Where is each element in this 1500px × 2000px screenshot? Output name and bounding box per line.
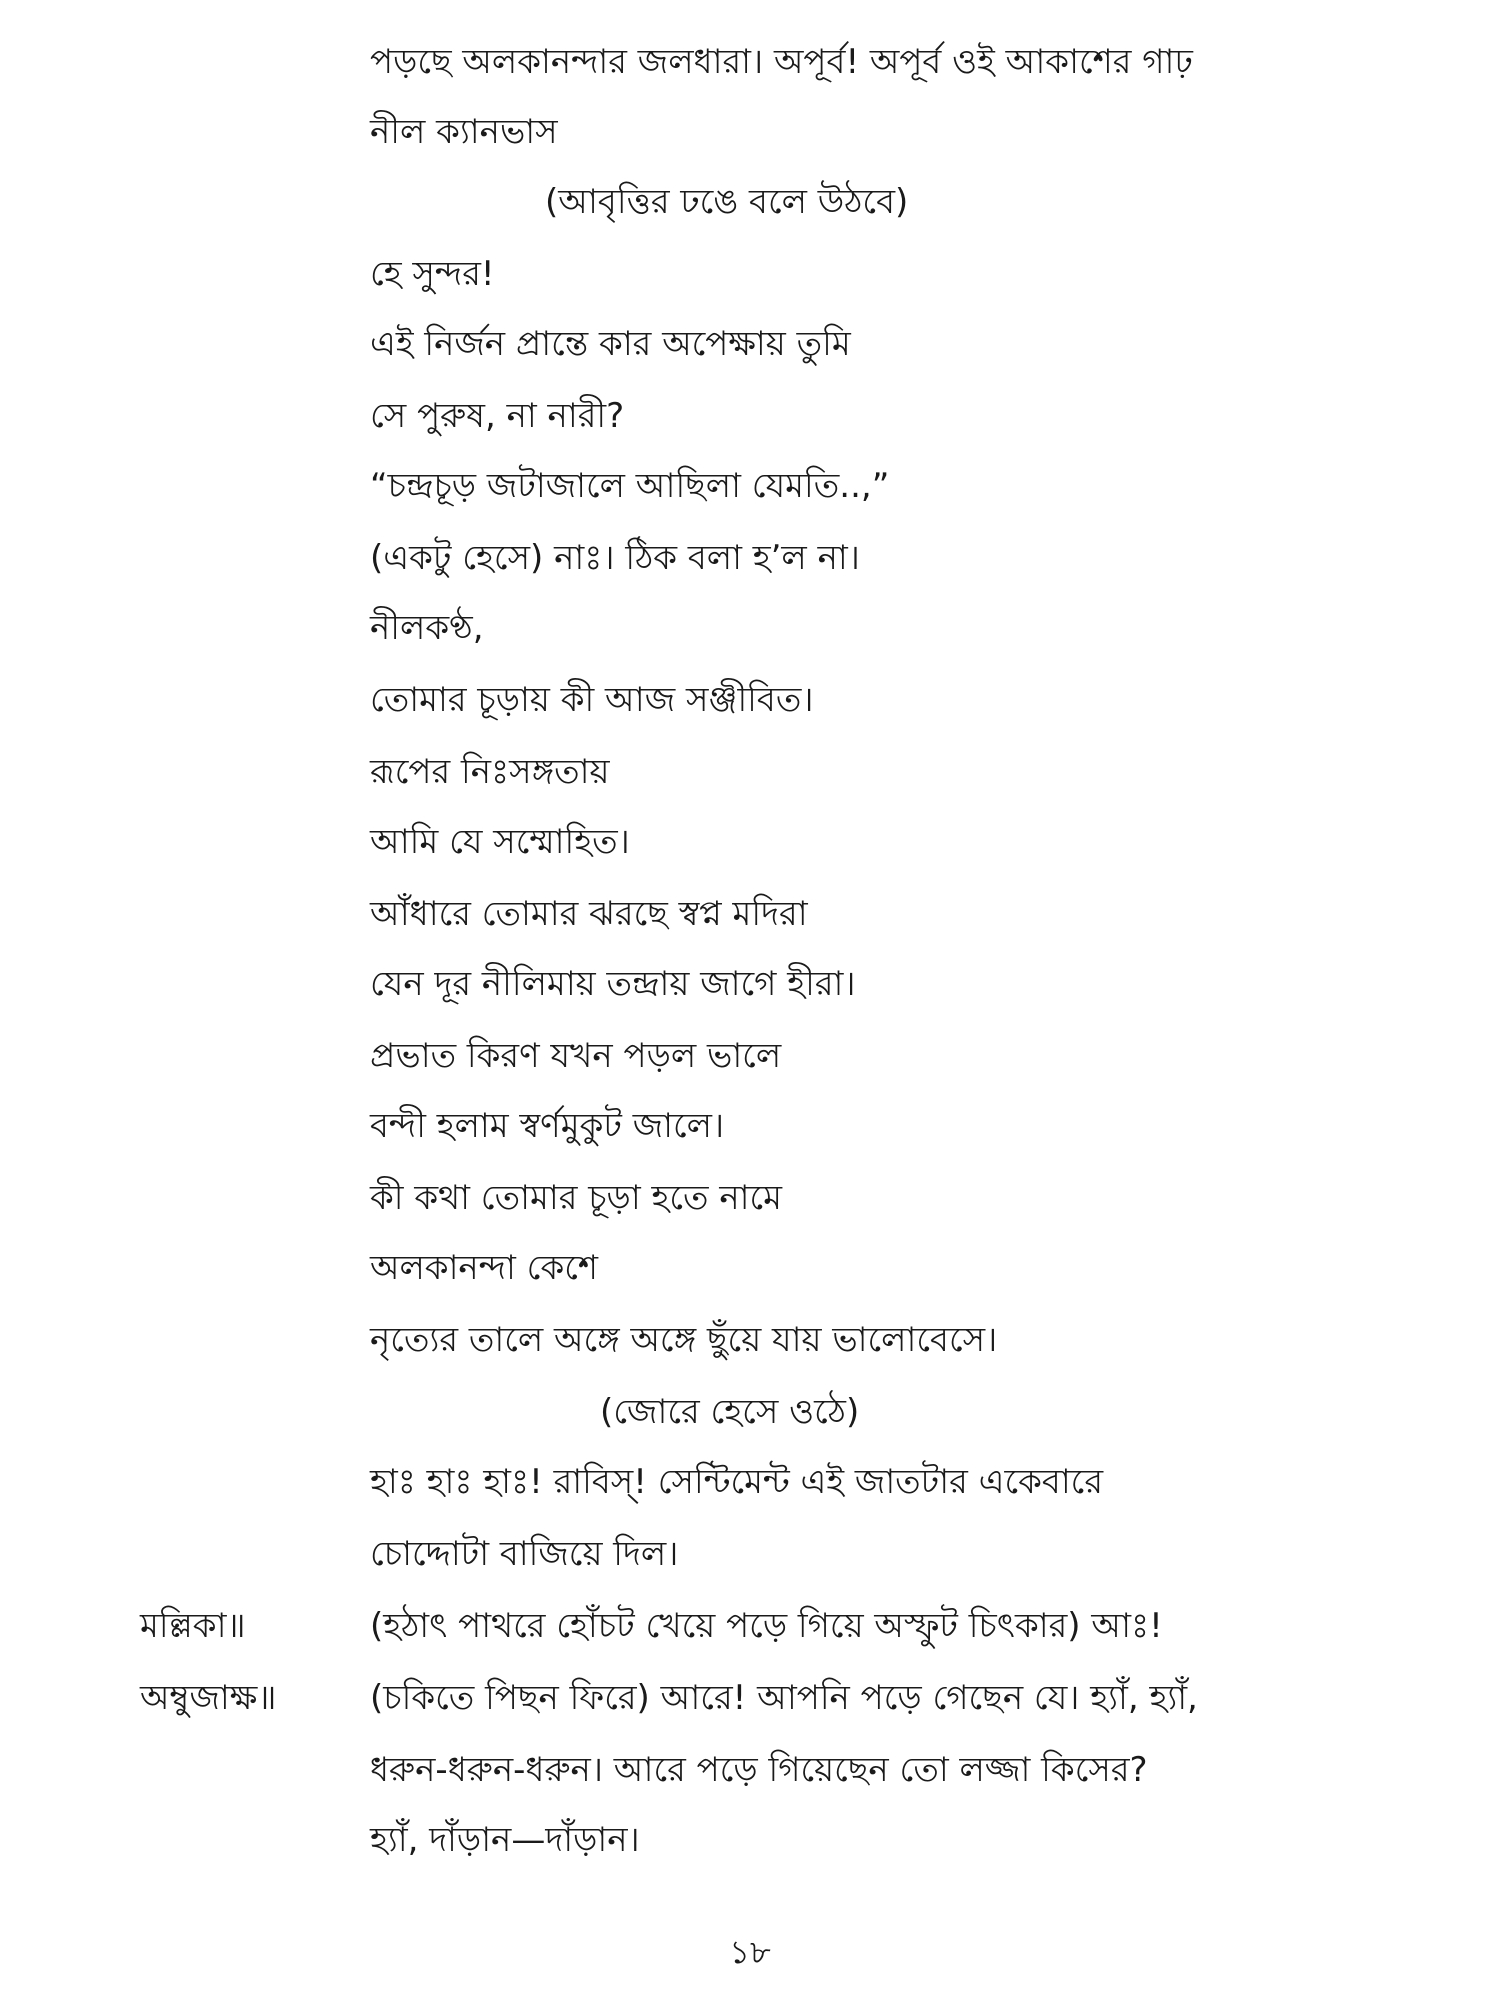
text-line: আঁধারে তোমার ঝরছে স্বপ্ন মদিরা	[370, 894, 808, 934]
text-line: হে সুন্দর!	[370, 254, 495, 294]
text-line: পড়ছে অলকানন্দার জলধারা। অপূর্ব! অপূর্ব ওই আকাশের গাঢ়	[370, 42, 1193, 82]
text-line: অলকানন্দা কেশে	[370, 1248, 599, 1288]
text-line: নীলকণ্ঠ,	[370, 608, 484, 648]
text-line: (একটু হেসে) নাঃ। ঠিক বলা হ’ল না।	[370, 538, 860, 578]
text-line: রূপের নিঃসঙ্গতায়	[370, 752, 610, 792]
dialogue-line: (চকিতে পিছন ফিরে) আরে! আপনি পড়ে গেছেন যে। হ্যাঁ, হ্যাঁ,	[370, 1678, 1198, 1718]
speaker-mallika: মল্লিকা॥	[140, 1606, 246, 1646]
stage-direction: (জোরে হেসে ওঠে)	[600, 1392, 860, 1432]
text-line: এই নির্জন প্রান্তে কার অপেক্ষায় তুমি	[370, 324, 851, 364]
quoted-line: “চন্দ্রচূড় জটাজালে আছিলা যেমতি..,”	[370, 466, 890, 506]
text-line: যেন দূর নীলিমায় তন্দ্রায় জাগে হীরা।	[370, 964, 856, 1004]
text-line: নৃত্যের তালে অঙ্গে অঙ্গে ছুঁয়ে যায় ভালোবেসে।	[370, 1320, 998, 1360]
text-line: নীল ক্যানভাস	[370, 112, 558, 152]
dialogue-line: হ্যাঁ, দাঁড়ান—দাঁড়ান।	[370, 1820, 640, 1860]
text-line: প্রভাত কিরণ যখন পড়ল ভালে	[370, 1036, 782, 1076]
speaker-ambujaksha: অম্বুজাক্ষ॥	[140, 1678, 277, 1718]
text-line: তোমার চূড়ায় কী আজ সঞ্জীবিত।	[370, 680, 814, 720]
dialogue-line: ধরুন-ধরুন-ধরুন। আরে পড়ে গিয়েছেন তো লজ্জা কিসের?	[370, 1750, 1148, 1790]
text-line: সে পুরুষ, না নারী?	[370, 396, 625, 436]
text-line: কী কথা তোমার চূড়া হতে নামে	[370, 1178, 783, 1218]
stage-direction: (আবৃত্তির ঢঙে বলে উঠবে)	[545, 182, 909, 222]
page-number: ১৮	[729, 1933, 771, 1971]
text-line: আমি যে সম্মোহিত।	[370, 822, 630, 862]
text-line: চোদ্দোটা বাজিয়ে দিল।	[370, 1534, 679, 1574]
text-line: হাঃ হাঃ হাঃ! রাবিস্! সেন্টিমেন্ট এই জাতটার একেবারে	[370, 1462, 1104, 1502]
text-line: বন্দী হলাম স্বর্ণমুকুট জালে।	[370, 1106, 725, 1146]
dialogue-line: (হঠাৎ পাথরে হোঁচট খেয়ে পড়ে গিয়ে অস্ফুট চিৎকার) আঃ!	[370, 1606, 1163, 1646]
